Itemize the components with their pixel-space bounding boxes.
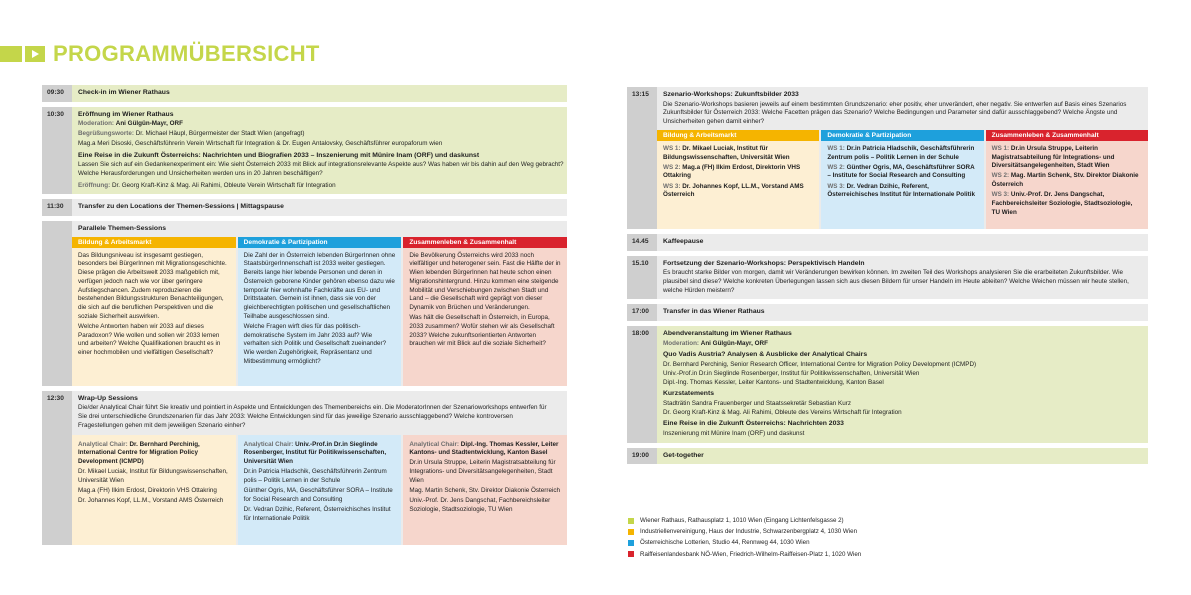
legend-item: Industriellenvereinigung, Haus der Industrie, Schwarzenbergplatz 4, 1030 Wien — [628, 526, 861, 537]
agenda-item-wrapup — [42, 391, 567, 545]
agenda-item-continuation — [627, 256, 1148, 300]
opening-speakers: Dr. Georg Kraft-Kinz & Mag. Ali Rahimi, Obleute Verein Wirtschaft für Integration — [111, 181, 336, 189]
header-bar — [0, 46, 22, 62]
chair: Dipl.-Ing. Thomas Kessler, Leiter Kantons- und Stadtentwicklung, Kanton Basel — [409, 440, 559, 457]
agenda-item-checkin — [42, 85, 567, 102]
agenda-item-coffee — [627, 234, 1148, 251]
time-label: 19:00 — [627, 448, 657, 465]
moderator: Ani Gülgün-Mayr, ORF — [700, 339, 768, 347]
workshop-entry: WS 2: Günther Ogris, MA, Geschäftsführer SORA – Institute for Social Research and Consulting — [827, 163, 975, 180]
statements-title: Kurzstatements — [663, 390, 714, 398]
legend-item: Österreichische Lotterien, Studio 44, Rennweg 44, 1030 Wien — [628, 537, 861, 548]
chair-label: Analytical Chair: — [78, 440, 128, 448]
workshop-column-demokratie — [821, 130, 983, 229]
theme-column-bildung — [72, 237, 236, 386]
item-title: Parallele Themen-Sessions — [78, 225, 167, 233]
item-title: Transfer in das Wiener Rathaus — [663, 308, 765, 316]
chair-label: Analytical Chair: — [409, 440, 460, 448]
item-title: Fortsetzung der Szenario-Workshops: Perspektivisch Handeln — [663, 259, 865, 267]
journey-title: Eine Reise in die Zukunft Österreichs: Nachrichten 2033 — [663, 420, 844, 428]
time-label: 15.10 — [627, 256, 657, 300]
chair: Univ.-Prof.in Dr.in Sieglinde Rosenberger, Institut für Politikwissenschaften, Universität Wien — [243, 440, 387, 465]
legend-swatch-yellow — [628, 529, 634, 535]
item-text: Die/der Analytical Chair führt Sie kreativ und pointiert in Aspekte und Entwicklungen des Themenbereichs ein. Die ModeratorInnen der Szenarioworkshops entwerfen für Sie drei unterschiedliche Grundszenarien für das Jahr 2033: Welche Entwicklungen sind für das jeweilige Szenario ausschlaggebend? Welche kontroversen Fragestellungen gehen mit dem jeweiligen Szenario einher? — [78, 404, 547, 429]
chair: Univ.-Prof.in Dr.in Sieglinde Rosenberger, Institut für Politikwissenschaften, Universität Wien — [663, 369, 920, 377]
time-label: 09:30 — [42, 85, 72, 102]
wrapup-column-demokratie — [238, 435, 402, 545]
person: Mag.a (FH) Ilkim Erdost, Direktorin VHS Ottakring — [78, 487, 217, 495]
item-text: Die Szenario-Workshops basieren jeweils auf einem bestimmten Grundszenario: eher positiv, eher unverändert, eher negativ. Sie entwerfen auf Basis eines Szenarios Zukunftsbilder für Österreich 2033: Welche Facetten prägen das Szenario? Welche Bedingungen und Parameter sind dafür ausschlaggebend? Welche Ängste und Unsicherheiten gehen damit einher? — [663, 100, 1127, 126]
item-title: Kaffeepause — [663, 237, 704, 245]
time-label: 11:30 — [42, 199, 72, 216]
journey-text: Lassen Sie sich auf ein Gedankenexperiment ein: Wie sieht Österreich 2033 mit Blick auf integrationsrelevante Aspekte aus? Was haben wir bis dahin auf den Weg gebracht? Welche Herausforderungen und Unsicherheiten werden uns in 20 Jahren beschäftigen? — [78, 161, 564, 177]
item-title: Abendveranstaltung im Wiener Rathaus — [663, 330, 792, 338]
person: Dr. Mikael Luciak, Institut für Bildungswissenschaften, Universität Wien — [78, 468, 228, 484]
workshop-entry: WS 3: Univ.-Prof. Dr. Jens Dangschat, Fachbereichsleiter Soziologie, Stadtsoziologie, TU Wien — [991, 191, 1133, 216]
greeting-label: Begrüßungsworte: — [78, 130, 134, 138]
chair: Dr. Bernhard Perchinig, International Centre for Migration Policy Development (ICMPD) — [78, 440, 200, 465]
item-title: Eröffnung im Wiener Rathaus — [78, 110, 174, 118]
wrapup-column-bildung — [72, 435, 236, 545]
quo-vadis-title: Quo Vadis Austria? Analysen & Ausblicke der Analytical Chairs — [663, 351, 868, 359]
item-title: Check-in im Wiener Rathaus — [78, 89, 170, 96]
item-title: Wrap-Up Sessions — [78, 394, 138, 402]
location-legend — [628, 515, 861, 560]
greeting-2: Mag.a Meri Disoski, Geschäftsführerin Verein Wirtschaft für Integration & Dr. Eugen Antalovsky, Geschäftsführer europaforum wien — [78, 139, 443, 147]
page-title: PROGRAMMÜBERSICHT — [53, 41, 320, 66]
workshop-column-zusammenleben — [986, 130, 1148, 229]
agenda-item-gettogether — [627, 448, 1148, 465]
theme-header: Zusammenleben & Zusammenhalt — [986, 130, 1148, 141]
workshop-column-bildung — [657, 130, 819, 229]
chair: Dipl.-Ing. Thomas Kessler, Leiter Kantons- und Stadtentwicklung, Kanton Basel — [663, 378, 884, 386]
legend-swatch-blue — [628, 540, 634, 546]
time-label: 10:30 — [42, 107, 72, 195]
workshop-entry: WS 1: Dr. Mikael Luciak, Institut für Bildungswissenschaften, Universität Wien — [663, 144, 790, 161]
program-right-column — [627, 87, 1148, 469]
program-left-column — [42, 85, 567, 550]
chair-label: Analytical Chair: — [243, 440, 294, 448]
theme-column-demokratie — [238, 237, 402, 386]
time-label: 17:00 — [627, 304, 657, 321]
workshop-entry: WS 2: Mag.a (FH) Ilkim Erdost, Direktorin VHS Ottakring — [663, 163, 801, 180]
person: Dr. Johannes Kopf, LL.M., Vorstand AMS Österreich — [78, 497, 224, 505]
time-label: 18:00 — [627, 326, 657, 443]
theme-text: Das Bildungsniveau ist insgesamt gestiegen, besonders bei BürgerInnen mit Migrationsgeschichte. Diese prägen die Arbeitswelt 2033 maßgeblich mit, verfügen jedoch nach wie vor über geringere Aufstiegschancen. Zudem reproduzieren die bestehenden Bildungsstrukturen Benachteiligungen, die sich auf die beruflichen Perspektiven und die soziale Sicherheit auswirken. — [78, 251, 227, 320]
workshop-entry: WS 3: Dr. Johannes Kopf, LL.M., Vorstand AMS Österreich — [663, 182, 804, 199]
theme-header: Demokratie & Partizipation — [821, 130, 983, 141]
person: Dr.in Ursula Struppe, Leiterin Magistratsabteilung für Integrations- und Diversitätsangelegenheiten, Stadt Wien — [409, 459, 556, 484]
theme-question: Was hält die Gesellschaft in Österreich, in Europa, 2033 zusammen? Wofür stehen wir als Gesellschaft 2033? Welche zukunftsorientierten Antworten brauchen wir mit Blick auf die soziale Sicherheit? — [409, 314, 555, 348]
legend-item: Raiffeisenlandesbank NÖ-Wien, Friedrich-Wilhelm-Raiffeisen-Platz 1, 1020 Wien — [628, 549, 861, 560]
agenda-item-parallel-sessions — [42, 221, 567, 386]
theme-column-zusammenleben — [403, 237, 567, 386]
theme-header: Zusammenleben & Zusammenhalt — [403, 237, 567, 248]
workshop-entry: WS 1: Dr.in Patricia Hladschik, Geschäftsführerin Zentrum polis – Politik Lernen in der Schule — [827, 144, 975, 161]
theme-header: Demokratie & Partizipation — [238, 237, 402, 248]
agenda-item-transfer-rathaus — [627, 304, 1148, 321]
theme-header: Bildung & Arbeitsmarkt — [657, 130, 819, 141]
workshop-entry: WS 1: Dr.in Ursula Struppe, Leiterin Magistratsabteilung für Integrations- und Diversitätsangelegenheiten, Stadt Wien — [991, 144, 1115, 170]
legend-swatch-red — [628, 551, 634, 557]
chair: Dr. Bernhard Perchinig, Senior Research Officer, International Centre for Migration Policy Development (ICMPD) — [663, 361, 977, 369]
item-title: Get-together — [663, 451, 704, 459]
agenda-item-evening — [627, 326, 1148, 443]
wrapup-column-zusammenleben — [403, 435, 567, 545]
person: Mag. Martin Schenk, Stv. Direktor Diakonie Österreich — [409, 487, 561, 495]
moderator: Ani Gülgün-Mayr, ORF — [115, 120, 183, 128]
moderation-label: Moderation: — [663, 339, 700, 347]
theme-question: Welche Fragen wirft dies für das politisch-demokratische System im Jahr 2033 auf? Wie verhalten sich Politik und Gesellschaft zueinander? Wie werden Zugehörigkeit, Repräsentanz und Mitbestimmung ermöglicht? — [243, 322, 387, 365]
item-title: Szenario-Workshops: Zukunftsbilder 2033 — [663, 91, 799, 98]
moderation-label: Moderation: — [78, 120, 115, 128]
play-arrow-icon — [25, 46, 45, 62]
theme-question: Welche Antworten haben wir 2033 auf dieses Paradoxon? Wie wollen und sollen wir 2033 lernen und arbeiten? Welche Qualifikationen braucht es in einer hochmobilen und vielfältigen Gesellschaft? — [78, 322, 221, 356]
person: Dr. Vedran Dzihic, Referent, Österreichisches Institut für Internationale Politik — [243, 505, 391, 522]
theme-text: Die Bevölkerung Österreichs wird 2033 noch vielfältiger und heterogener sein. Fast die Hälfte der in Wien lebenden BürgerInnen hat heute schon einen Migrationshintergrund. Hinzu kommen eine steigende Mobilität und Verschiebungen zwischen Stadt und Land – die Gesellschaft wird geprägt von dieser Dynamik von Brüchen und Veränderungen. — [409, 251, 561, 311]
person: Dr.in Patricia Hladschik, Geschäftsführerin Zentrum polis – Politik Lernen in der Schule — [243, 468, 387, 484]
workshop-entry: WS 2: Mag. Martin Schenk, Stv. Direktor Diakonie Österreich — [991, 172, 1139, 189]
journey-title: Eine Reise in die Zukunft Österreichs: Nachrichten und Biografien 2033 – Inszenierung mit Münire Inam (ORF) und daskunst — [78, 151, 480, 159]
person: Univ.-Prof. Dr. Jens Dangschat, Fachbereichsleiter Soziologie, Stadtsoziologie, TU Wien — [409, 497, 551, 513]
agenda-item-opening — [42, 107, 567, 195]
page-header — [0, 43, 320, 65]
legend-swatch-green — [628, 518, 634, 524]
greeting: Dr. Michael Häupl, Bürgermeister der Stadt Wien (angefragt) — [135, 130, 305, 138]
time-label: 14.45 — [627, 234, 657, 251]
statement: Stadträtin Sandra Frauenberger und Staatssekretär Sebastian Kurz — [663, 399, 851, 407]
workshop-entry: WS 3: Dr. Vedran Dzihic, Referent, Österreichisches Institut für Internationale Politik — [827, 182, 975, 199]
item-title: Transfer zu den Locations der Themen-Sessions | Mittagspause — [78, 203, 284, 211]
item-text: Es braucht starke Bilder von morgen, damit wir Veränderungen bewirken können. Im zweiten Teil des Workshops analysieren Sie die erarbeiteten Zukunftsbilder. Wie plausibel sind diese? Welche konkreten Überlegungen lassen sich aus diesen Bildern für unser Handeln im Heute ableiten? Welche Weichen müssen wir heute stellen, welche Hürden meistern? — [663, 269, 1129, 294]
statement: Dr. Georg Kraft-Kinz & Mag. Ali Rahimi, Obleute des Vereins Wirtschaft für Integration — [663, 408, 902, 416]
legend-item: Wiener Rathaus, Rathausplatz 1, 1010 Wien (Eingang Lichtenfelsgasse 2) — [628, 515, 861, 526]
time-label: 13:15 — [627, 87, 657, 229]
agenda-item-transfer — [42, 199, 567, 216]
opening-label: Eröffnung: — [78, 181, 111, 189]
theme-text: Die Zahl der in Österreich lebenden BürgerInnen ohne StaatsbürgerInnenschaft ist 2033 weiter gestiegen. Bereits lange hier lebende Personen und deren in Österreich geborene Kinder gehören ebenso dazu wie temporär hier wohnhafte Fachkräfte aus EU- und Drittstaaten. Gemein ist ihnen, dass sie von der gleichberechtigten politischen und gesellschaftlichen Teilhabe ausgeschlossen sind. — [243, 251, 396, 320]
time-label: 12:30 — [42, 391, 72, 545]
person: Günther Ogris, MA, Geschäftsführer SORA – Institute for Social Research and Consulting — [243, 487, 393, 503]
journey-text: Inszenierung mit Münire Inam (ORF) und daskunst — [663, 430, 805, 438]
theme-header: Bildung & Arbeitsmarkt — [72, 237, 236, 248]
agenda-item-scenario-workshops — [627, 87, 1148, 229]
